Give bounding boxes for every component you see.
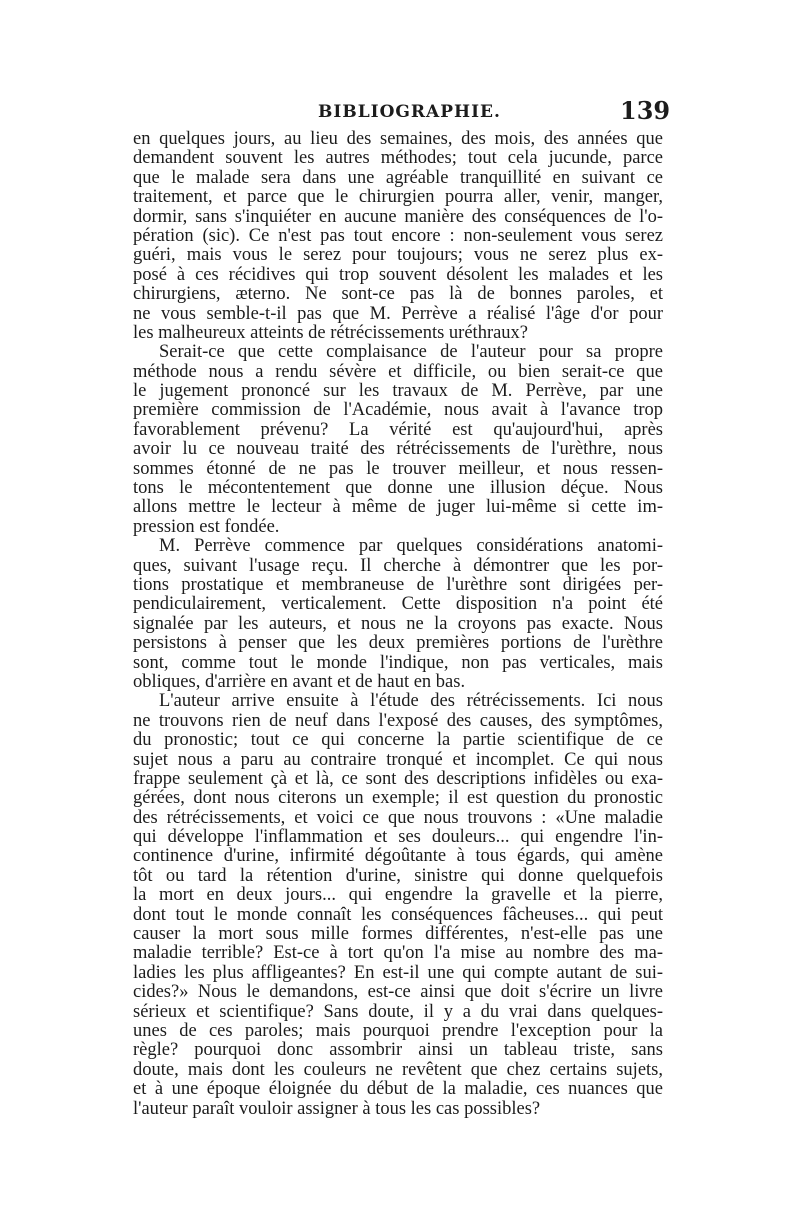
text-line: obliques, d'arrière en avant et de haut en bas. [133, 672, 466, 692]
text-line: cides?» Nous le demandons, est-ce ainsi que doit s'écrire un livre [133, 983, 663, 1003]
text-line: ne vous semble-t-il pas que M. Perrève a réalisé l'âge d'or pour [133, 304, 663, 324]
text-line: tons le mécontentement que donne une illusion déçue. Nous [133, 479, 663, 499]
text-line: pendiculairement, verticalement. Cette disposition n'a point été [133, 595, 663, 615]
text-line: doute, mais dont les couleurs ne revêtent que chez certains sujets, [133, 1060, 663, 1080]
text-line: persistons à penser que les deux premières portions de l'urèthre [133, 634, 663, 654]
text-line: frappe seulement çà et là, ce sont des descriptions infidèles ou exa- [133, 769, 663, 789]
page-number: 139 [620, 96, 671, 125]
text-line: en quelques jours, au lieu des semaines, des mois, des années que [133, 130, 663, 149]
text-line: sommes étonné de ne pas le trouver meilleur, et nous ressen- [133, 459, 663, 479]
text-line: ques, suivant l'usage reçu. Il cherche à démontrer que les por- [133, 556, 663, 576]
text-line: des rétrécissements, et voici ce que nous trouvons : «Une maladie [133, 808, 663, 828]
text-line: les malheureux atteints de rétrécissements uréthraux? [133, 323, 529, 343]
text-line: signalée par les auteurs, et nous ne la croyons pas exacte. Nous [133, 614, 663, 634]
text-line: causer la mort sous mille formes différentes, n'est-elle pas une [133, 925, 663, 945]
text-line: favorablement prévenu? La vérité est qu'aujourd'hui, après [133, 420, 663, 440]
text-line: Serait-ce que cette complaisance de l'auteur pour sa propre [159, 343, 663, 363]
text-line: méthode nous a rendu sévère et difficile, ou bien serait-ce que [133, 362, 663, 382]
text-line: traitement, et parce que le chirurgien pourra aller, venir, manger, [133, 188, 663, 208]
text-line: avoir lu ce nouveau traité des rétrécissements de l'urèthre, nous [133, 440, 663, 460]
text-line: L'auteur arrive ensuite à l'étude des rétrécissements. Ici nous [159, 692, 663, 712]
text-line: posé à ces récidives qui trop souvent désolent les malades et les [133, 265, 663, 285]
text-line: M. Perrève commence par quelques considérations anatomi- [159, 537, 663, 557]
text-line: allons mettre le lecteur à même de juger lui-même si cette im- [133, 498, 663, 518]
running-title: BIBLIOGRAPHIE. [318, 102, 501, 122]
text-line: la mort en deux jours... qui engendre la gravelle et la pierre, [133, 886, 663, 906]
text-line: dormir, sans s'inquiéter en aucune manière des conséquences de l'o- [133, 207, 663, 227]
text-line: pression est fondée. [133, 517, 280, 537]
text-line: guéri, mais vous le serez pour toujours; vous ne serez plus ex- [133, 246, 663, 266]
text-line: tions prostatique et membraneuse de l'urèthre sont dirigées per- [133, 575, 663, 595]
text-line: continence d'urine, infirmité dégoûtante à tous égards, qui amène [133, 847, 663, 867]
text-line: le jugement prononcé sur les travaux de M. Perrève, par une [133, 382, 663, 402]
text-line: du pronostic; tout ce qui concerne la partie scientifique de ce [133, 731, 663, 751]
text-line: chirurgiens, æterno. Ne sont-ce pas là de bonnes paroles, et [133, 285, 663, 305]
text-line: première commission de l'Académie, nous avait à l'avance trop [133, 401, 663, 421]
text-line: sont, comme tout le monde l'indique, non pas verticales, mais [133, 653, 663, 673]
text-line: unes de ces paroles; mais pourquoi prendre l'exception pour la [133, 1021, 663, 1041]
text-line: que le malade sera dans une agréable tranquillité en suivant ce [133, 168, 663, 188]
text-line: tôt ou tard la rétention d'urine, sinistre qui donne quelquefois [133, 866, 663, 886]
text-line: dont tout le monde connaît les conséquences fâcheuses... qui peut [133, 905, 663, 925]
text-line: pération (sic). Ce n'est pas tout encore : non-seulement vous serez [133, 226, 663, 246]
text-line: demandent souvent les autres méthodes; tout cela jucunde, parce [133, 149, 663, 169]
text-line: règle? pourquoi donc assombrir ainsi un tableau triste, sans [133, 1041, 663, 1061]
body-text [133, 130, 663, 1119]
text-line: gérées, dont nous citerons un exemple; il est question du pronostic [133, 789, 663, 809]
text-line: et à une époque éloignée du début de la maladie, ces nuances que [133, 1080, 663, 1100]
text-line: ladies les plus affligeantes? En est-il une qui compte autant de sui- [133, 963, 663, 983]
text-line: maladie terrible? Est-ce à tort qu'on l'a mise au nombre des ma- [133, 944, 663, 964]
text-line: l'auteur paraît vouloir assigner à tous les cas possibles? [133, 1099, 541, 1119]
text-line: qui développe l'inflammation et ses douleurs... qui engendre l'in- [133, 828, 663, 848]
text-line: ne trouvons rien de neuf dans l'exposé des causes, des symptômes, [133, 711, 663, 731]
text-line: sujet nous a paru au contraire tronqué et incomplet. Ce qui nous [133, 750, 663, 770]
text-line: sérieux et scientifique? Sans doute, il y a du vrai dans quelques- [133, 1002, 663, 1022]
